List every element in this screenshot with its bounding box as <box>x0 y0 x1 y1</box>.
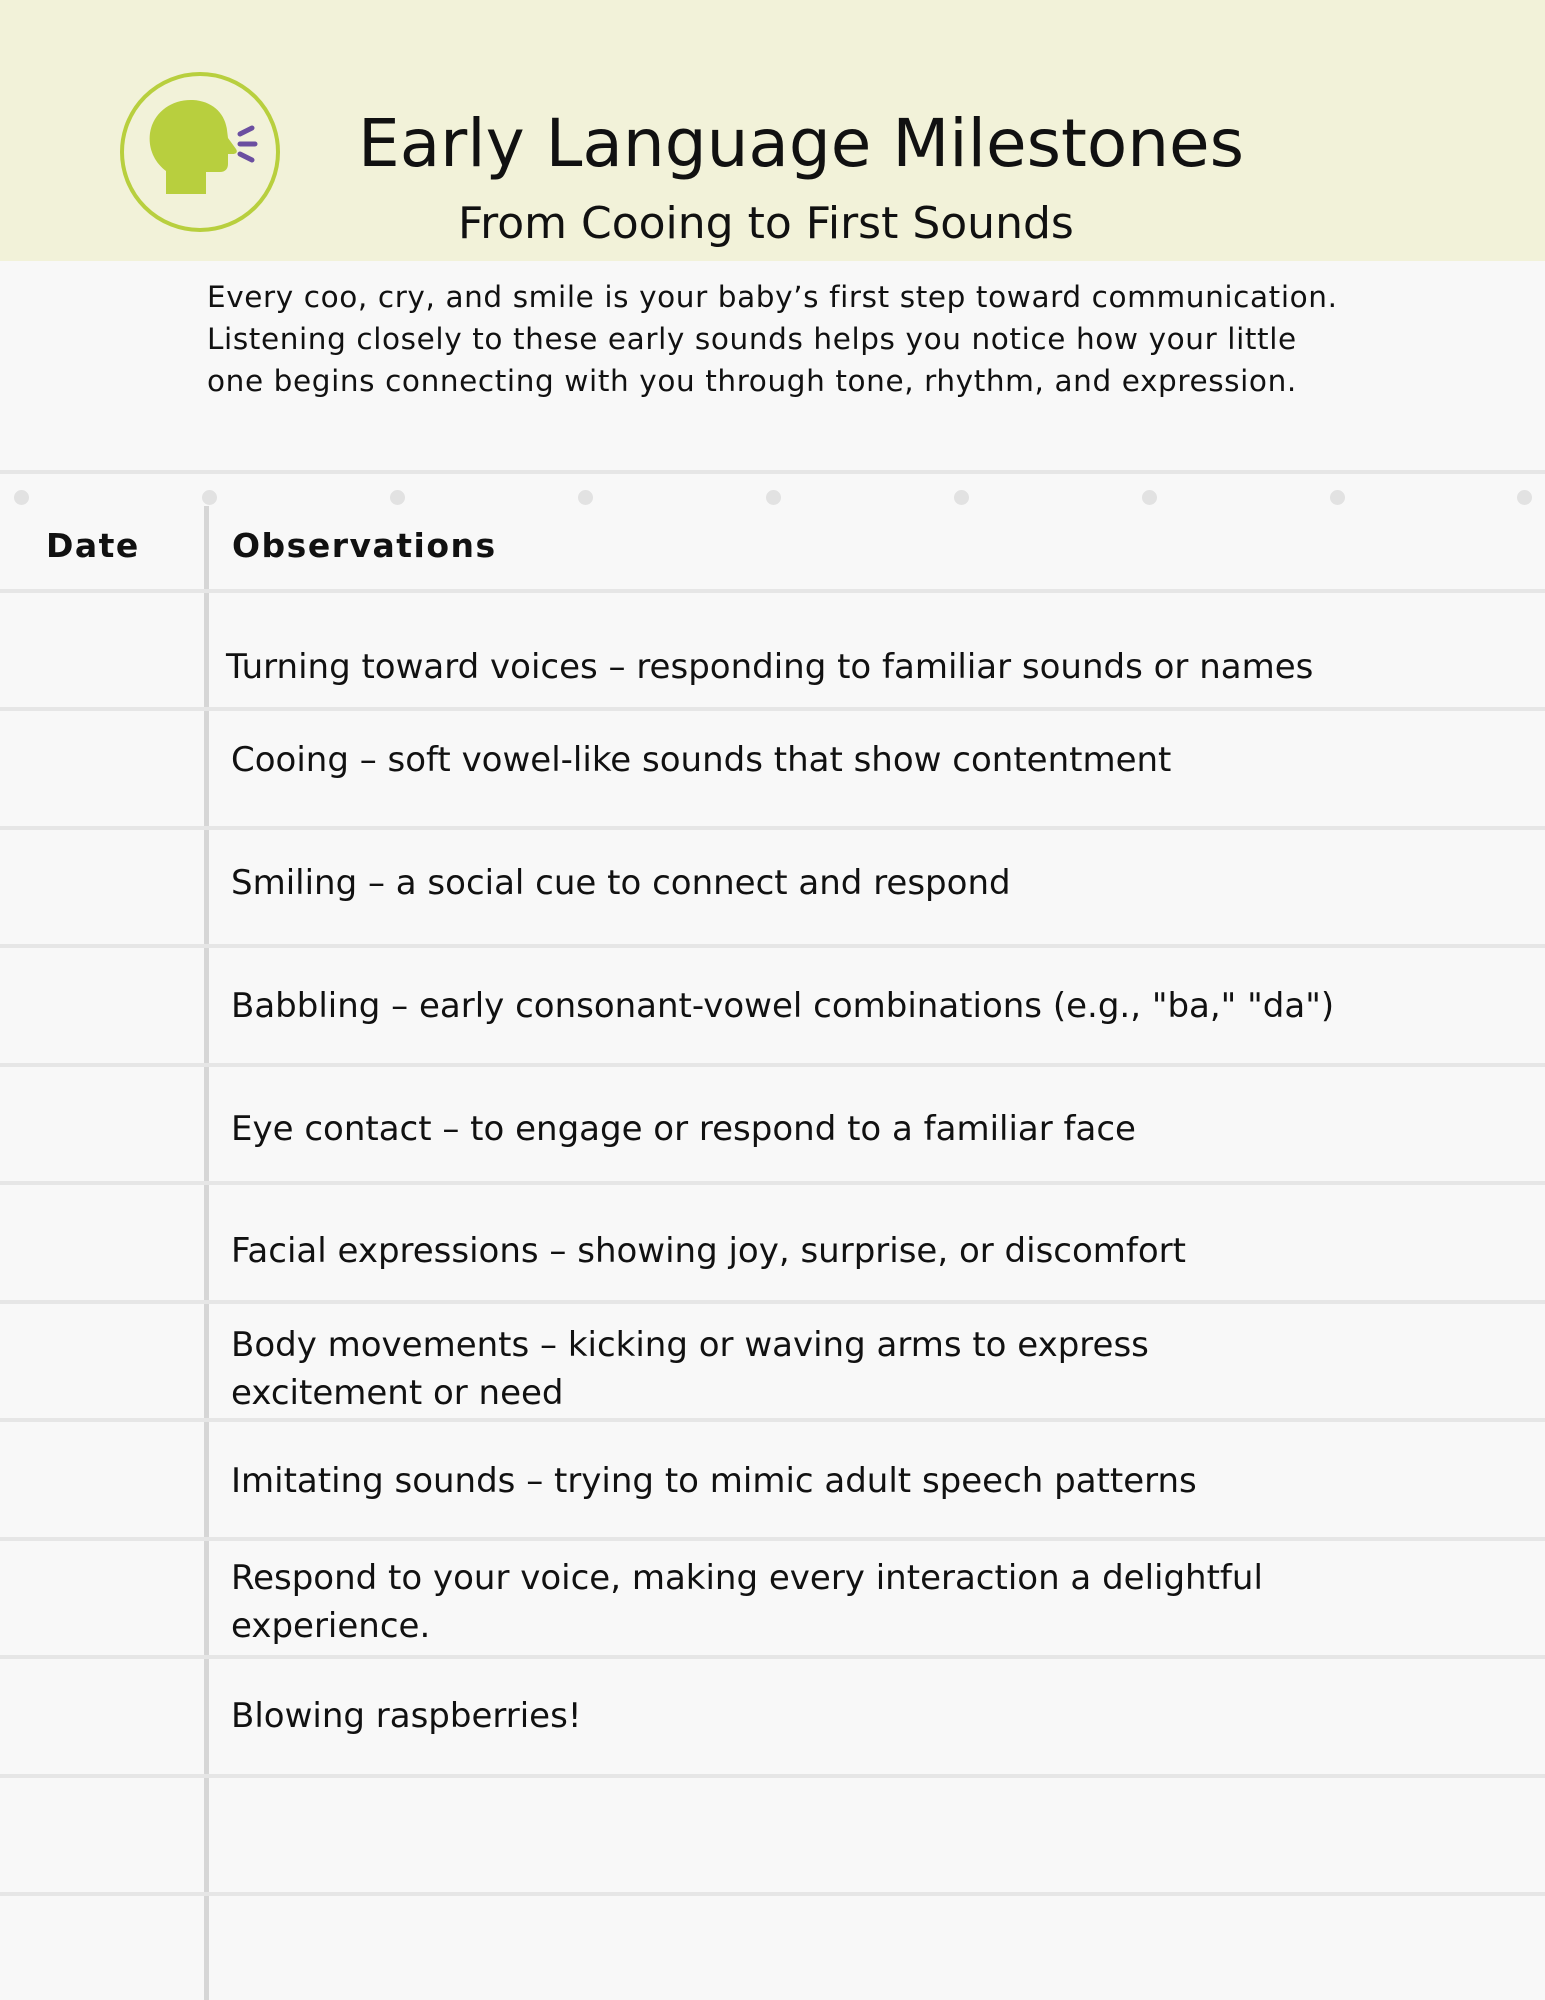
observation-entry: Body movements – kicking or waving arms to express excitement or need <box>231 1325 1149 1413</box>
intro-line: Listening closely to these early sounds helps you notice how your little <box>207 322 1297 356</box>
logo <box>120 72 280 232</box>
observation-entry: Facial expressions – showing joy, surprise, or discomfort <box>231 1231 1186 1271</box>
binder-dot <box>1517 490 1532 505</box>
row-divider <box>0 1418 1545 1422</box>
page-title: Early Language Milestones <box>358 105 1245 182</box>
binder-dot <box>1142 490 1157 505</box>
row-divider <box>0 944 1545 948</box>
observation-entry: Eye contact – to engage or respond to a familiar face <box>231 1109 1136 1149</box>
date-column-header: Date <box>46 526 140 565</box>
binder-dot <box>954 490 969 505</box>
row-divider <box>0 1181 1545 1185</box>
page-subtitle: From Cooing to First Sounds <box>458 198 1074 249</box>
observation-entry: Turning toward voices – responding to familiar sounds or names <box>226 647 1314 687</box>
intro-paragraph <box>207 276 1407 402</box>
observation-entry: Smiling – a social cue to connect and respond <box>231 863 1011 903</box>
speaking-head-icon <box>124 76 276 228</box>
row-divider <box>0 589 1545 593</box>
intro-line: Every coo, cry, and smile is your baby’s first step toward communication. <box>207 280 1338 314</box>
row-divider <box>0 1300 1545 1304</box>
row-divider <box>0 826 1545 830</box>
row-divider <box>0 1063 1545 1067</box>
observation-entry: Imitating sounds – trying to mimic adult speech patterns <box>231 1461 1197 1501</box>
binder-dot <box>202 490 217 505</box>
intro-line: one begins connecting with you through tone, rhythm, and expression. <box>207 364 1297 398</box>
binder-dot <box>1330 490 1345 505</box>
binder-dot <box>390 490 405 505</box>
observations-column-header: Observations <box>232 526 497 565</box>
row-divider <box>0 1892 1545 1896</box>
observation-entry: Cooing – soft vowel-like sounds that show contentment <box>231 740 1172 780</box>
observation-entry: Respond to your voice, making every interaction a delightful experience. <box>231 1558 1263 1646</box>
binder-dot <box>766 490 781 505</box>
row-divider <box>0 1537 1545 1541</box>
table-top-divider <box>0 470 1545 474</box>
row-divider <box>0 707 1545 711</box>
binder-dot <box>14 490 29 505</box>
row-divider <box>0 1655 1545 1659</box>
row-divider <box>0 1774 1545 1778</box>
binder-dot <box>578 490 593 505</box>
observation-entry: Babbling – early consonant-vowel combinations (e.g., "ba," "da") <box>231 986 1335 1026</box>
observation-entry: Blowing raspberries! <box>231 1696 582 1736</box>
